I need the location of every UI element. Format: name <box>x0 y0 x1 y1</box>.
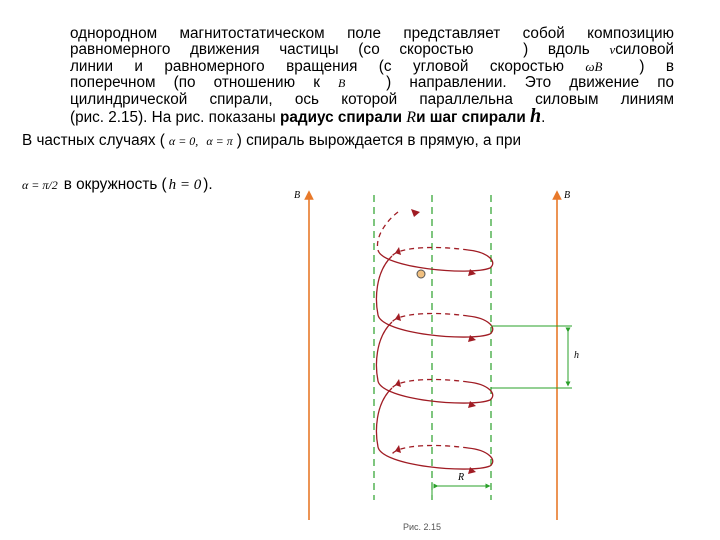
paragraph-line-3 <box>70 59 674 75</box>
pitch-term: и шаг спирали <box>416 108 526 126</box>
helix <box>376 212 492 469</box>
paragraph-line-6 <box>70 104 674 127</box>
paragraph-line-5: цилиндрической спирали, ось которой параллельна силовым линиям <box>70 90 674 108</box>
helix-arrow <box>411 209 420 217</box>
helix-arrow <box>468 335 476 342</box>
helix-turn-2-front <box>376 256 492 337</box>
paragraph <box>70 25 675 127</box>
helix-turn-1-back <box>392 248 468 256</box>
alpha-zero: α = 0, <box>168 134 199 148</box>
b-symbol: B <box>338 76 346 91</box>
r-symbol: R <box>406 108 417 126</box>
helix-arrow <box>468 269 476 276</box>
text: ) вдоль <box>523 41 590 59</box>
alpha-half-pi: α = π/2 <box>22 178 58 192</box>
label-b-left: B <box>294 190 301 201</box>
helix-arrow <box>395 313 401 321</box>
text: ) направлении. Это движение по <box>386 74 675 92</box>
label-h: h <box>574 350 579 361</box>
text: ) спираль вырождается в прямую, а при <box>236 132 522 149</box>
helix-arrow <box>395 247 401 255</box>
figure-caption: Рис. 2.15 <box>403 522 442 532</box>
circle-case-line <box>22 176 213 194</box>
helix-turn-2-back <box>392 314 468 322</box>
text: линии и равномерного вращения (с угловой скоростью <box>70 57 564 75</box>
omega-symbol: ωB <box>585 58 603 74</box>
h-zero: h = 0 <box>168 177 202 193</box>
helix-turn-1-front <box>378 250 493 271</box>
helix-turn-3-back <box>392 380 468 388</box>
paragraph-line-4 <box>70 75 674 91</box>
h-symbol: h <box>529 104 542 127</box>
label-r: R <box>458 472 465 483</box>
helix-arrow <box>468 401 476 408</box>
text: (рис. 2.15). На рис. показаны <box>70 108 276 126</box>
text: В частных случаях ( <box>22 132 165 149</box>
special-cases-line <box>22 132 521 150</box>
text: поперечном (по отношению к <box>70 74 320 92</box>
alpha-pi: α = π <box>206 134 233 148</box>
text: . <box>541 108 546 126</box>
radius-term: радиус спирали <box>280 108 403 126</box>
paragraph-line-2 <box>70 42 674 58</box>
helix-top-tail <box>377 212 398 250</box>
helix-arrow <box>395 379 401 387</box>
text: равномерного движения частицы (со скоростью <box>70 41 474 59</box>
paragraph-line-1: однородном магнитостатическом поле представляет собой композицию <box>70 25 674 42</box>
particle <box>417 270 425 278</box>
v-symbol: v <box>609 42 616 58</box>
helix-turn-4-front <box>376 388 492 469</box>
helix-arrows <box>395 209 476 474</box>
text: в окружность ( <box>63 176 167 193</box>
helix-arrow <box>395 445 401 453</box>
text: ) в <box>639 57 674 75</box>
text: силовой <box>615 41 675 59</box>
helix-turn-4-back <box>392 446 468 454</box>
helix-turn-3-front <box>376 322 492 403</box>
text: ). <box>203 176 213 193</box>
helix-arrow <box>468 467 476 474</box>
label-b-right: B <box>564 190 571 201</box>
